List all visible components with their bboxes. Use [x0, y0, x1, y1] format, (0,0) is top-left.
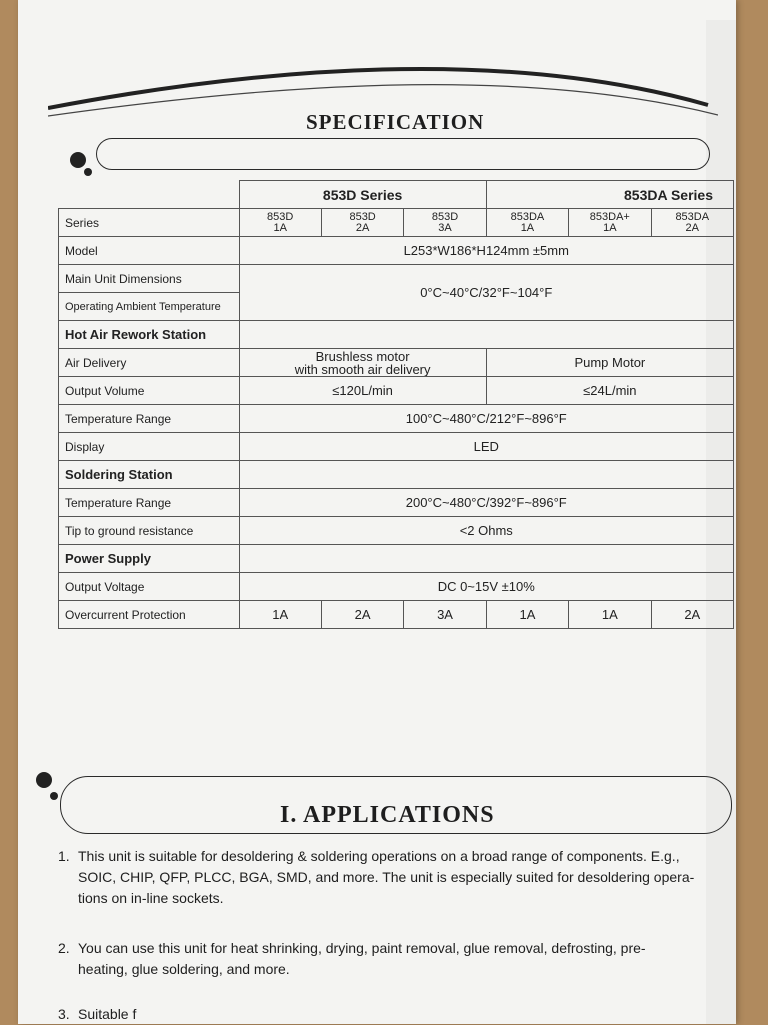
model-853da-plus-1a: 853DA+ 1A — [569, 209, 651, 237]
air-delivery-label: Air Delivery — [59, 349, 240, 377]
ambient-temperature-value: 0°C~40°C/32°F~104°F — [239, 265, 734, 321]
applications-item-3 — [58, 1004, 136, 1025]
item-line: SOIC, CHIP, QFP, PLCC, BGA, SMD, and more. The unit is especially suited for desoldering opera- — [78, 869, 695, 885]
output-volume-853d: ≤120L/min — [239, 377, 486, 405]
853da-series-header: 853DA Series — [486, 181, 733, 209]
tip-ground-resistance-value: <2 Ohms — [239, 517, 734, 545]
output-voltage-value: DC 0~15V ±10% — [239, 573, 734, 601]
specification-title: SPECIFICATION — [306, 110, 485, 134]
item-line: Suitable f — [78, 1006, 137, 1022]
display-value: LED — [239, 433, 734, 461]
overcurrent-853da-2a: 2A — [651, 601, 733, 629]
series-label: Series — [59, 209, 240, 237]
model-853d-1a: 853D 1A — [239, 209, 321, 237]
hot-air-rework-station-label: Hot Air Rework Station — [59, 321, 240, 349]
853d-series-header: 853D Series — [239, 181, 486, 209]
output-voltage-label: Output Voltage — [59, 573, 240, 601]
applications-item-2 — [58, 938, 646, 980]
hot-air-temperature-range-label: Temperature Range — [59, 405, 240, 433]
overcurrent-853da-1a: 1A — [486, 601, 568, 629]
overcurrent-853d-3a: 3A — [404, 601, 486, 629]
model-853da-1a: 853DA 1A — [486, 209, 568, 237]
top-decorative-curve — [48, 30, 718, 120]
soldering-station-label: Soldering Station — [59, 461, 240, 489]
manual-page — [18, 0, 736, 1024]
item-number: 2. — [58, 940, 70, 956]
item-number: 3. — [58, 1006, 70, 1022]
item-line: This unit is suitable for desoldering & soldering operations on a broad range of components. E.g., — [78, 848, 680, 864]
bullet-dot-small — [84, 168, 92, 176]
applications-item-1 — [58, 846, 694, 909]
operating-ambient-temperature-label: Operating Ambient Temperature — [59, 293, 240, 321]
model-value: L253*W186*H124mm ±5mm — [239, 237, 734, 265]
specification-table — [58, 180, 734, 629]
display-label: Display — [59, 433, 240, 461]
air-delivery-pump: Pump Motor — [486, 349, 733, 377]
applications-bullet-dot-large — [36, 772, 52, 788]
model-label: Model — [59, 237, 240, 265]
hot-air-temperature-range-value: 100°C~480°C/212°F~896°F — [239, 405, 734, 433]
specification-banner — [96, 138, 710, 170]
power-supply-label: Power Supply — [59, 545, 240, 573]
air-delivery-brushless: Brushless motor with smooth air delivery — [239, 349, 486, 377]
bullet-dot-large — [70, 152, 86, 168]
main-unit-dimensions-label: Main Unit Dimensions — [59, 265, 240, 293]
item-line: tions on in-line sockets. — [78, 890, 224, 906]
overcurrent-853d-2a: 2A — [321, 601, 403, 629]
model-853d-3a: 853D 3A — [404, 209, 486, 237]
overcurrent-853d-1a: 1A — [239, 601, 321, 629]
item-line: heating, glue soldering, and more. — [78, 961, 290, 977]
item-number: 1. — [58, 848, 70, 864]
soldering-temperature-range-label: Temperature Range — [59, 489, 240, 517]
item-line: You can use this unit for heat shrinking, drying, paint removal, glue removal, defrosting, pre- — [78, 940, 646, 956]
output-volume-853da: ≤24L/min — [486, 377, 733, 405]
overcurrent-853da-plus-1a: 1A — [569, 601, 651, 629]
overcurrent-protection-label: Overcurrent Protection — [59, 601, 240, 629]
applications-title: I. APPLICATIONS — [280, 802, 495, 828]
tip-ground-resistance-label: Tip to ground resistance — [59, 517, 240, 545]
model-853d-2a: 853D 2A — [321, 209, 403, 237]
model-853da-2a: 853DA 2A — [651, 209, 733, 237]
applications-bullet-dot-small — [50, 792, 58, 800]
output-volume-label: Output Volume — [59, 377, 240, 405]
soldering-temperature-range-value: 200°C~480°C/392°F~896°F — [239, 489, 734, 517]
